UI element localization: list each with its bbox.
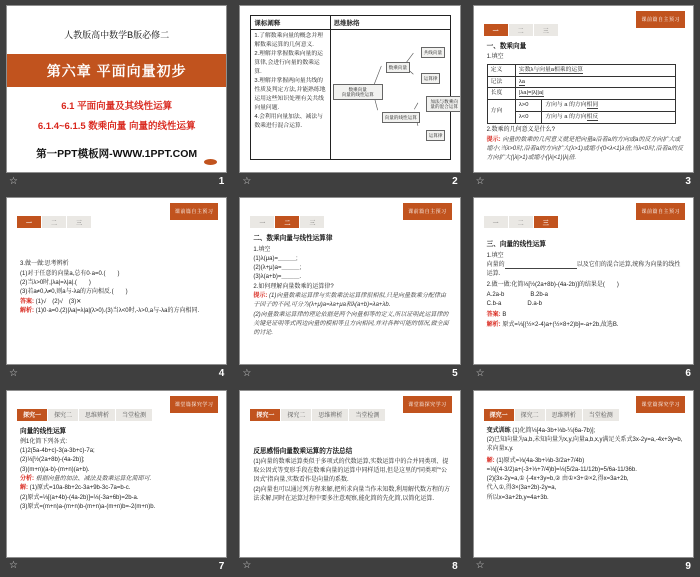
tab-two: 二 xyxy=(509,216,533,228)
definition-table: 定义 实数λ与向量a相乘的运算 记法 λa 长度 |λa|=|λ||a| 方向 λ>0 方向与 a 的方向相同 λ<0 方向与 a 的方向相反 xyxy=(487,64,676,125)
options-row-2 xyxy=(487,300,684,309)
fill-in-label: 1.填空 xyxy=(253,246,271,253)
slide-number: 6 xyxy=(685,368,691,380)
example-item: (1)2(5a-4b+c)-3(a-3b+c)-7a; xyxy=(20,448,95,455)
animation-star-icon: ☆ xyxy=(242,367,252,379)
slide-number: 5 xyxy=(452,368,458,380)
solution-step: 代入①,得3×(3a+2b)-2y=a, xyxy=(486,485,557,492)
slide-7-canvas xyxy=(6,390,227,558)
hint-paragraph: 提示: 向量的数乘的几何意义就是把向量a沿着a的方向或a的反方向扩大或缩小;当λ>0时,沿着a的方向扩大(λ>1)或缩小(0<λ<1)λ倍;当λ<0时,沿着a的反方向扩大(|λ|>1)或缩小(|λ|<1)|λ|倍. xyxy=(486,136,683,162)
tab-three: 三 xyxy=(300,216,324,228)
analysis-line: 解析: 原式=⅓[(½×2-4)a+(½×8+2)b]=-a+2b,故选B. xyxy=(486,321,619,328)
blank-item: (1)λ(μa)=＿＿＿; xyxy=(253,255,298,262)
statement-item: (3)若a≠0,λ≠0,则a与-λa的方向相反.( ) xyxy=(20,289,128,296)
thumbnail-strip xyxy=(473,173,694,190)
answer-line: 答案: (1)√ (2)√ (3)✕ xyxy=(20,298,82,305)
question-2: 2.做一做:化简⅓[½(2a+8b)-(4a-2b)]的结果是( ) xyxy=(486,282,619,289)
tab-one: 一 xyxy=(484,24,508,36)
chapter-banner xyxy=(7,54,226,87)
analysis-label: 分析: xyxy=(20,476,34,483)
lesson-phase-badge: 课堂篇探究学习 xyxy=(403,396,452,413)
objective-item: 2.理解并掌握数乘向量的运算律,会进行向量的数乘运算. xyxy=(254,50,323,75)
question-2: 2.数乘的几何意义是什么? xyxy=(486,127,555,134)
exercise-title: 3.做一做:思考辨析 xyxy=(20,261,69,268)
slide-thumbnail-8[interactable] xyxy=(233,385,466,577)
fill-in-label: 1.填空 xyxy=(486,252,504,259)
section-tabs xyxy=(484,24,558,36)
objective-item: 3.理解并掌握两向量共线的性质及判定方法,并能熟练地运用这些知识处理有关共线向量问题. xyxy=(254,77,326,111)
tab-explore-1: 探究一 xyxy=(484,409,514,421)
slide-4-canvas xyxy=(6,197,227,365)
tab-explore-2: 探究二 xyxy=(515,409,545,421)
tab-two: 二 xyxy=(275,216,299,228)
thumbnail-strip xyxy=(6,173,227,190)
lesson-phase-badge: 课前篇自主预习 xyxy=(636,203,685,220)
flow-leaf-mixed-ops: 加法与数乘向量的混合运算 xyxy=(426,96,461,112)
thumbnail-strip xyxy=(239,365,460,382)
solution-line: 解: (1)原式=10a-8b+2c-3a+9b-3c-7a=b-c. xyxy=(20,485,131,492)
slide-number: 2 xyxy=(452,176,458,187)
subsection-title: 6.1.4~6.1.5 数乘向量 向量的线性运算 xyxy=(37,121,196,132)
textbook-series-label: 人教版高中数学B版必修二 xyxy=(64,30,170,40)
objectives-list xyxy=(251,30,330,159)
col-header-mindmap: 思维脉络 xyxy=(333,20,360,27)
solution-step: =⅓[(4-3/2)a+(-3+⅓+7/4)b]=⅓(5/2a-11/12b)=5/6a-11/36b. xyxy=(486,466,637,473)
slide-thumbnail-3[interactable] xyxy=(467,0,700,192)
mindmap-flowchart xyxy=(331,30,458,159)
lesson-phase-badge: 课前篇自主预习 xyxy=(170,203,219,220)
variant-question-2: (2)已知向量为a,b,未知向量为x,y,向量a,b,x,y满足关系式3x-2y=a,-4x+3y=b,求向量x,y. xyxy=(486,436,683,453)
topic-heading: 向量的线性运算 xyxy=(20,427,67,435)
example-item: (3)(m+n)(a-b)-(m+n)(a+b). xyxy=(20,466,90,473)
lesson-phase-badge: 课堂篇探究学习 xyxy=(170,396,219,413)
objective-item: 4.会利用向量加法、减法与数乘进行混合运算. xyxy=(254,113,323,129)
tab-explore-2: 探究二 xyxy=(281,409,311,421)
solution-step: (2)原式=⅓[(a+4b)-(4a-2b)]=⅓(-3a+6b)=2b-a. xyxy=(20,494,139,501)
animation-star-icon: ☆ xyxy=(242,175,252,187)
option-b: B.2b-a xyxy=(530,291,549,298)
knowledge-heading: 一、数乘向量 xyxy=(486,43,527,50)
blank-underline xyxy=(505,262,577,269)
slide-thumbnail-2[interactable] xyxy=(233,0,466,192)
slide-number: 4 xyxy=(218,368,225,380)
animation-star-icon: ☆ xyxy=(475,560,485,572)
animation-star-icon: ☆ xyxy=(242,560,252,572)
summary-paragraph-1: (1)向量的数乘运算类似于多项式的代数运算,实数运算中的合并同类项、提取公因式等变形手段在数乘向量的运算中同样适用,但是这里的“同类项”“公因式”指向量,实数看作是向量的系数. xyxy=(253,458,449,484)
flow-leaf-rules-2: 运算律 xyxy=(426,130,446,141)
section-tabs xyxy=(17,409,152,421)
tab-one: 一 xyxy=(250,216,274,228)
options-row-1 xyxy=(487,291,684,300)
slide-thumbnail-9[interactable] xyxy=(467,385,700,577)
tab-discrimination: 思维辨析 xyxy=(546,409,582,421)
slide-3-canvas xyxy=(473,5,694,173)
slide-8-canvas xyxy=(239,390,460,558)
knowledge-heading: 三、向量的线性运算 xyxy=(486,241,546,249)
section-tabs xyxy=(17,216,91,228)
tab-quiz: 当堂检测 xyxy=(116,409,152,421)
section-tabs xyxy=(250,216,324,228)
slide-thumbnail-7[interactable] xyxy=(0,385,233,577)
hint-paragraph-2: (2)向量数乘运算律的理论依据是两个向量相等的定义,所以证明此运算律的关键是证明等式两边向量的模相等且方向相同,并对各种可能的情况,做全面的讨论. xyxy=(253,311,449,337)
tab-discrimination: 思维辨析 xyxy=(79,409,115,421)
thumbnail-strip xyxy=(6,558,227,575)
solution-line: 解: (1)原式=⅓(4a-3b+⅓b-3/2a+7/4b) xyxy=(486,457,585,464)
tab-three: 三 xyxy=(534,24,558,36)
solution-label: 解: xyxy=(20,485,28,492)
hint-label: 提示: xyxy=(486,136,501,143)
tab-one: 一 xyxy=(17,216,41,228)
answer-label: 答案: xyxy=(20,298,34,305)
slide-number: 3 xyxy=(685,176,691,187)
lesson-phase-badge: 课前篇自主预习 xyxy=(636,11,685,28)
option-a: A.2a-b xyxy=(486,291,505,298)
slide-9-canvas xyxy=(473,390,694,558)
tab-two: 二 xyxy=(509,24,533,36)
slide-1-canvas xyxy=(6,5,227,173)
slide-5-canvas xyxy=(239,197,460,365)
thumbnail-strip xyxy=(473,365,694,382)
solution-label: 解: xyxy=(486,457,495,464)
flow-root-node: 数乘向量 向量的线性运算 xyxy=(333,84,383,100)
answer-label: 答案: xyxy=(486,312,501,319)
blank-item: (2)(λ+μ)a=＿＿＿; xyxy=(253,265,302,272)
thumbnail-strip xyxy=(239,558,460,575)
variant-label: 变式训练 xyxy=(486,427,511,434)
slide-6-canvas xyxy=(473,197,694,365)
flow-leaf-collinear: 共线向量 xyxy=(421,47,445,58)
statement-item: (1)对于任意的向量a,总有0·a=0.( ) xyxy=(20,270,120,277)
objectives-table xyxy=(250,15,458,160)
statement-item: (2)当λ>0时,|λa|=λ|a|.( ) xyxy=(20,279,91,286)
tab-discrimination: 思维辨析 xyxy=(312,409,348,421)
lesson-phase-badge: 课前篇自主预习 xyxy=(403,203,452,220)
slide-2-canvas xyxy=(239,5,460,173)
thumbnail-strip xyxy=(239,173,460,190)
section-tabs xyxy=(484,409,619,421)
slide-thumbnail-6[interactable] xyxy=(467,192,700,384)
analysis-line: 分析: 根据向量的加法、减法及数乘运算化简即可. xyxy=(20,476,152,483)
objective-item: 1.了解数乘向量的概念并理解数乘运算的几何意义. xyxy=(254,33,323,48)
tab-explore-1: 探究一 xyxy=(17,409,47,421)
example-item: (2)⅓[½(2a+8b)-(4a-2b)]; xyxy=(20,457,85,464)
slide-thumbnail-5[interactable] xyxy=(233,192,466,384)
animation-star-icon: ☆ xyxy=(9,560,18,572)
site-footer: 第一PPT模板网-WWW.1PPT.COM xyxy=(36,148,198,160)
flow-node-scalar-mult: 数乘向量 xyxy=(386,62,410,73)
option-d: D.a-b xyxy=(527,301,542,308)
tab-three: 三 xyxy=(534,216,558,228)
option-c: C.b-a xyxy=(486,301,502,308)
thumbnail-strip xyxy=(6,365,227,382)
objectives-table-header xyxy=(251,16,449,30)
fill-in-sentence: 向量的 以及它们的混合运算,统称为向量的线性运算. xyxy=(486,261,681,278)
animation-star-icon: ☆ xyxy=(475,175,485,187)
tab-quiz: 当堂检测 xyxy=(583,409,619,421)
tab-explore-2: 探究二 xyxy=(48,409,78,421)
slide-number: 7 xyxy=(218,560,225,572)
question-2: 2.如何理解向量数乘的运算律? xyxy=(253,283,334,290)
decorative-dot xyxy=(204,159,217,165)
slide-number: 9 xyxy=(685,560,691,572)
slide-thumbnail-1[interactable] xyxy=(0,0,233,192)
tab-three: 三 xyxy=(67,216,91,228)
section-tabs xyxy=(250,409,385,421)
hint-label: 提示: xyxy=(253,293,268,300)
chapter-title: 第六章 平面向量初步 xyxy=(46,62,187,79)
tab-one: 一 xyxy=(484,216,508,228)
flow-leaf-rules-1: 运算律 xyxy=(421,73,441,84)
variant-exercise-line: 变式训练 (1)化简⅓[4a-3b+⅓b-¼(6a-7b)]; xyxy=(486,427,596,434)
tab-two: 二 xyxy=(42,216,66,228)
analysis-line: 解析: (1)0·a=0.(2)|λa|=λ|a|(λ>0).(3)当λ<0时,-λ>0,a与-λa的方向相同. xyxy=(20,307,200,314)
summary-heading: 反思感悟向量数乘运算的方法总结 xyxy=(253,447,353,455)
slide-number: 1 xyxy=(218,176,225,187)
animation-star-icon: ☆ xyxy=(475,367,485,379)
blank-item: (3)λ(a+b)=＿＿＿. xyxy=(253,274,302,281)
section-title: 6.1 平面向量及其线性运算 xyxy=(61,101,173,112)
solution-step: (2){3x-2y=a,① {-4x+3y=b,② 由①×3+②×2,得x=3a+2b, xyxy=(486,476,629,483)
analysis-label: 解析: xyxy=(486,321,501,328)
solution-step: (3)原式=(m+n)a-(m+n)b-(m+n)a-(m+n)b=-2(m+n)b. xyxy=(20,503,156,510)
col-header-objectives: 课标阐释 xyxy=(251,16,330,29)
slide-number: 8 xyxy=(452,560,458,572)
tab-quiz: 当堂检测 xyxy=(349,409,385,421)
section-tabs xyxy=(484,216,558,228)
animation-star-icon: ☆ xyxy=(9,367,18,379)
lesson-phase-badge: 课堂篇探究学习 xyxy=(636,396,685,413)
flow-node-linear-ops: 向量的线性运算 xyxy=(382,112,420,123)
knowledge-heading: 二、数乘向量与线性运算律 xyxy=(253,235,333,243)
fill-in-label: 1.填空 xyxy=(486,54,504,61)
answer-line: 答案: B xyxy=(486,312,507,319)
example-intro: 例1化简下列各式: xyxy=(20,438,68,445)
analysis-label: 解析: xyxy=(20,307,34,314)
solution-step: 所以x=3a+2b,y=4a+3b. xyxy=(486,494,549,501)
slide-thumbnail-4[interactable] xyxy=(0,192,233,384)
summary-paragraph-2: (2)向量也可以通过列方程来解,把所求向量当作未知数,利用解代数方程的方法求解,同时在运算过程中要多注意观察,能化简的先化简,以简化运算. xyxy=(253,486,450,503)
tab-explore-1: 探究一 xyxy=(250,409,280,421)
thumbnail-strip xyxy=(473,558,694,575)
animation-star-icon: ☆ xyxy=(9,175,18,187)
hint-paragraph: 提示: (1)向量数乘运算律与实数乘法运算律很相似,只是向量数乘分配律由于因子的不同,可分为(λ+μ)a=λa+μa和λ(a+b)=λa+λb. xyxy=(253,293,447,309)
